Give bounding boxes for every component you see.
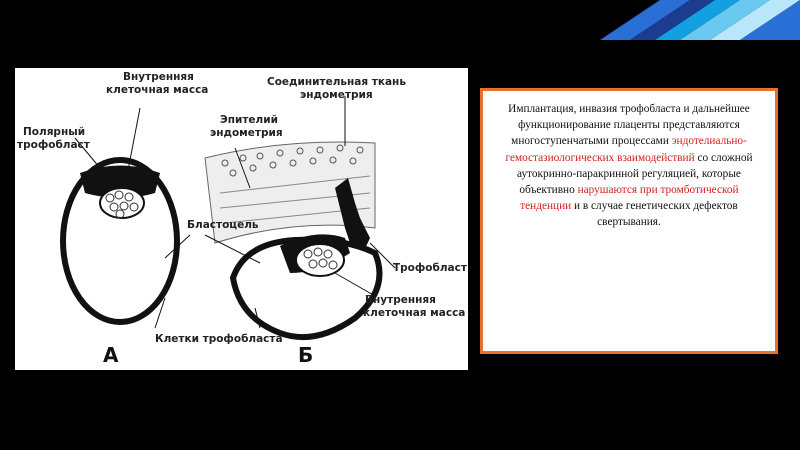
endometrium-b <box>205 142 375 253</box>
blastocyst-a <box>63 160 177 322</box>
label-inner-cell-mass-top-2: клеточная масса <box>106 84 209 96</box>
label-polar-trophoblast-1: Полярный <box>23 126 86 138</box>
text-part-2: со сложной аутокринно-паракринной регуляцией, которые объективно <box>517 151 753 197</box>
description-textbox <box>480 88 778 354</box>
highlight-endothelial: эндотелиально-гемостазиологических взаимодействий <box>505 135 747 164</box>
label-inner-cell-mass-top-1: Внутренняя <box>123 71 194 83</box>
text-part-3: и в случае генетических дефектов свертывания. <box>571 200 738 229</box>
label-connective-tissue-1: Соединительная ткань <box>267 76 406 88</box>
label-epithelium-1: Эпителий <box>220 114 278 126</box>
panel-label-a: А <box>103 343 119 367</box>
label-inner-cell-mass-bottom-1: Внутренняя <box>365 294 436 306</box>
label-trophoblast: Трофобласт <box>393 262 467 274</box>
label-polar-trophoblast-2: трофобласт <box>17 139 90 151</box>
implantation-figure <box>15 68 468 370</box>
highlight-thrombotic: нарушаются при тромботической тенденции <box>520 184 739 213</box>
label-inner-cell-mass-bottom-2: клеточная масса <box>363 307 466 319</box>
label-trophoblast-cells: Клетки трофобласта <box>155 333 283 345</box>
label-blastocoel: Бластоцель <box>187 219 259 231</box>
panel-label-b: Б <box>298 343 314 367</box>
description-text <box>483 91 775 231</box>
label-connective-tissue-2: эндометрия <box>300 89 373 101</box>
decorative-stripes <box>540 0 800 40</box>
label-epithelium-2: эндометрия <box>210 127 283 139</box>
text-part-1: Имплантация, инвазия трофобласта и дальнейшее функционирование плаценты представляются многоступенчатыми процессами <box>508 103 750 148</box>
